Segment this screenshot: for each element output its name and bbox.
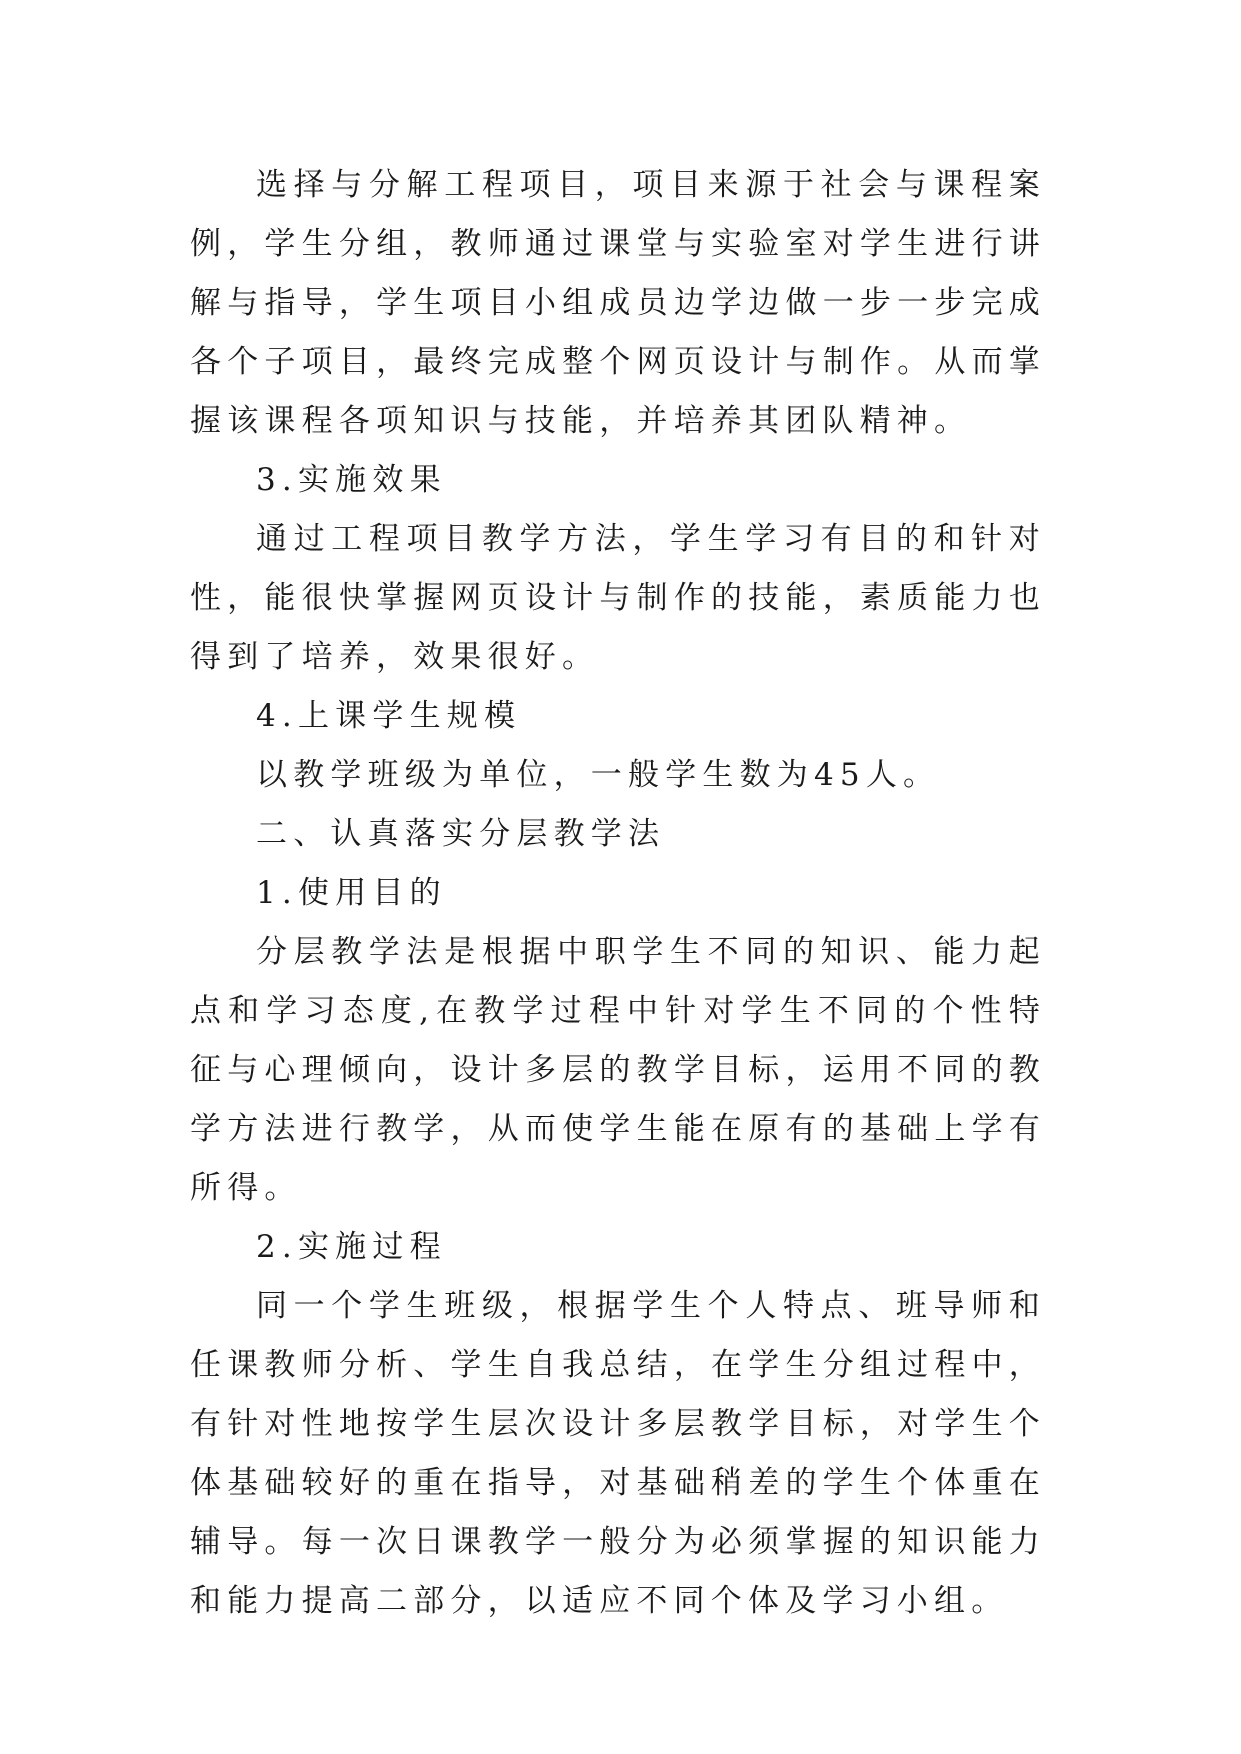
paragraph-implementation-effect: 通过工程项目教学方法，学生学习有目的和针对性，能很快掌握网页设计与制作的技能，素质能力也得到了培养，效果很好。 <box>190 521 1046 675</box>
paragraph-class-size: 以教学班级为单位，一般学生数为45人。 <box>256 757 941 793</box>
heading-implementation-process: 2.实施过程 <box>256 1229 447 1265</box>
paragraph-project-selection: 选择与分解工程项目，项目来源于社会与课程案例，学生分组，教师通过课堂与实验室对学生进行讲解与指导，学生项目小组成员边学边做一步一步完成各个子项目，最终完成整个网页设计与制作。从而掌握该课程各项知识与技能，并培养其团队精神。 <box>190 167 1046 439</box>
section-heading-layered-teaching: 二、认真落实分层教学法 <box>256 816 666 852</box>
paragraph-implementation-process: 同一个学生班级，根据学生个人特点、班导师和任课教师分析、学生自我总结，在学生分组过程中，有针对性地按学生层次设计多层教学目标，对学生个体基础较好的重在指导，对基础稍差的学生个体重在辅导。每一次日课教学一般分为必须掌握的知识能力和能力提高二部分，以适应不同个体及学习小组。 <box>190 1288 1046 1619</box>
paragraph-purpose: 分层教学法是根据中职学生不同的知识、能力起点和学习态度,在教学过程中针对学生不同的个性特征与心理倾向，设计多层的教学目标，运用不同的教学方法进行教学，从而使学生能在原有的基础上学有所得。 <box>190 934 1046 1206</box>
heading-purpose: 1.使用目的 <box>256 875 447 911</box>
document-body <box>190 156 1046 1631</box>
heading-class-size: 4.上课学生规模 <box>256 698 522 734</box>
heading-implementation-effect: 3.实施效果 <box>256 462 447 498</box>
